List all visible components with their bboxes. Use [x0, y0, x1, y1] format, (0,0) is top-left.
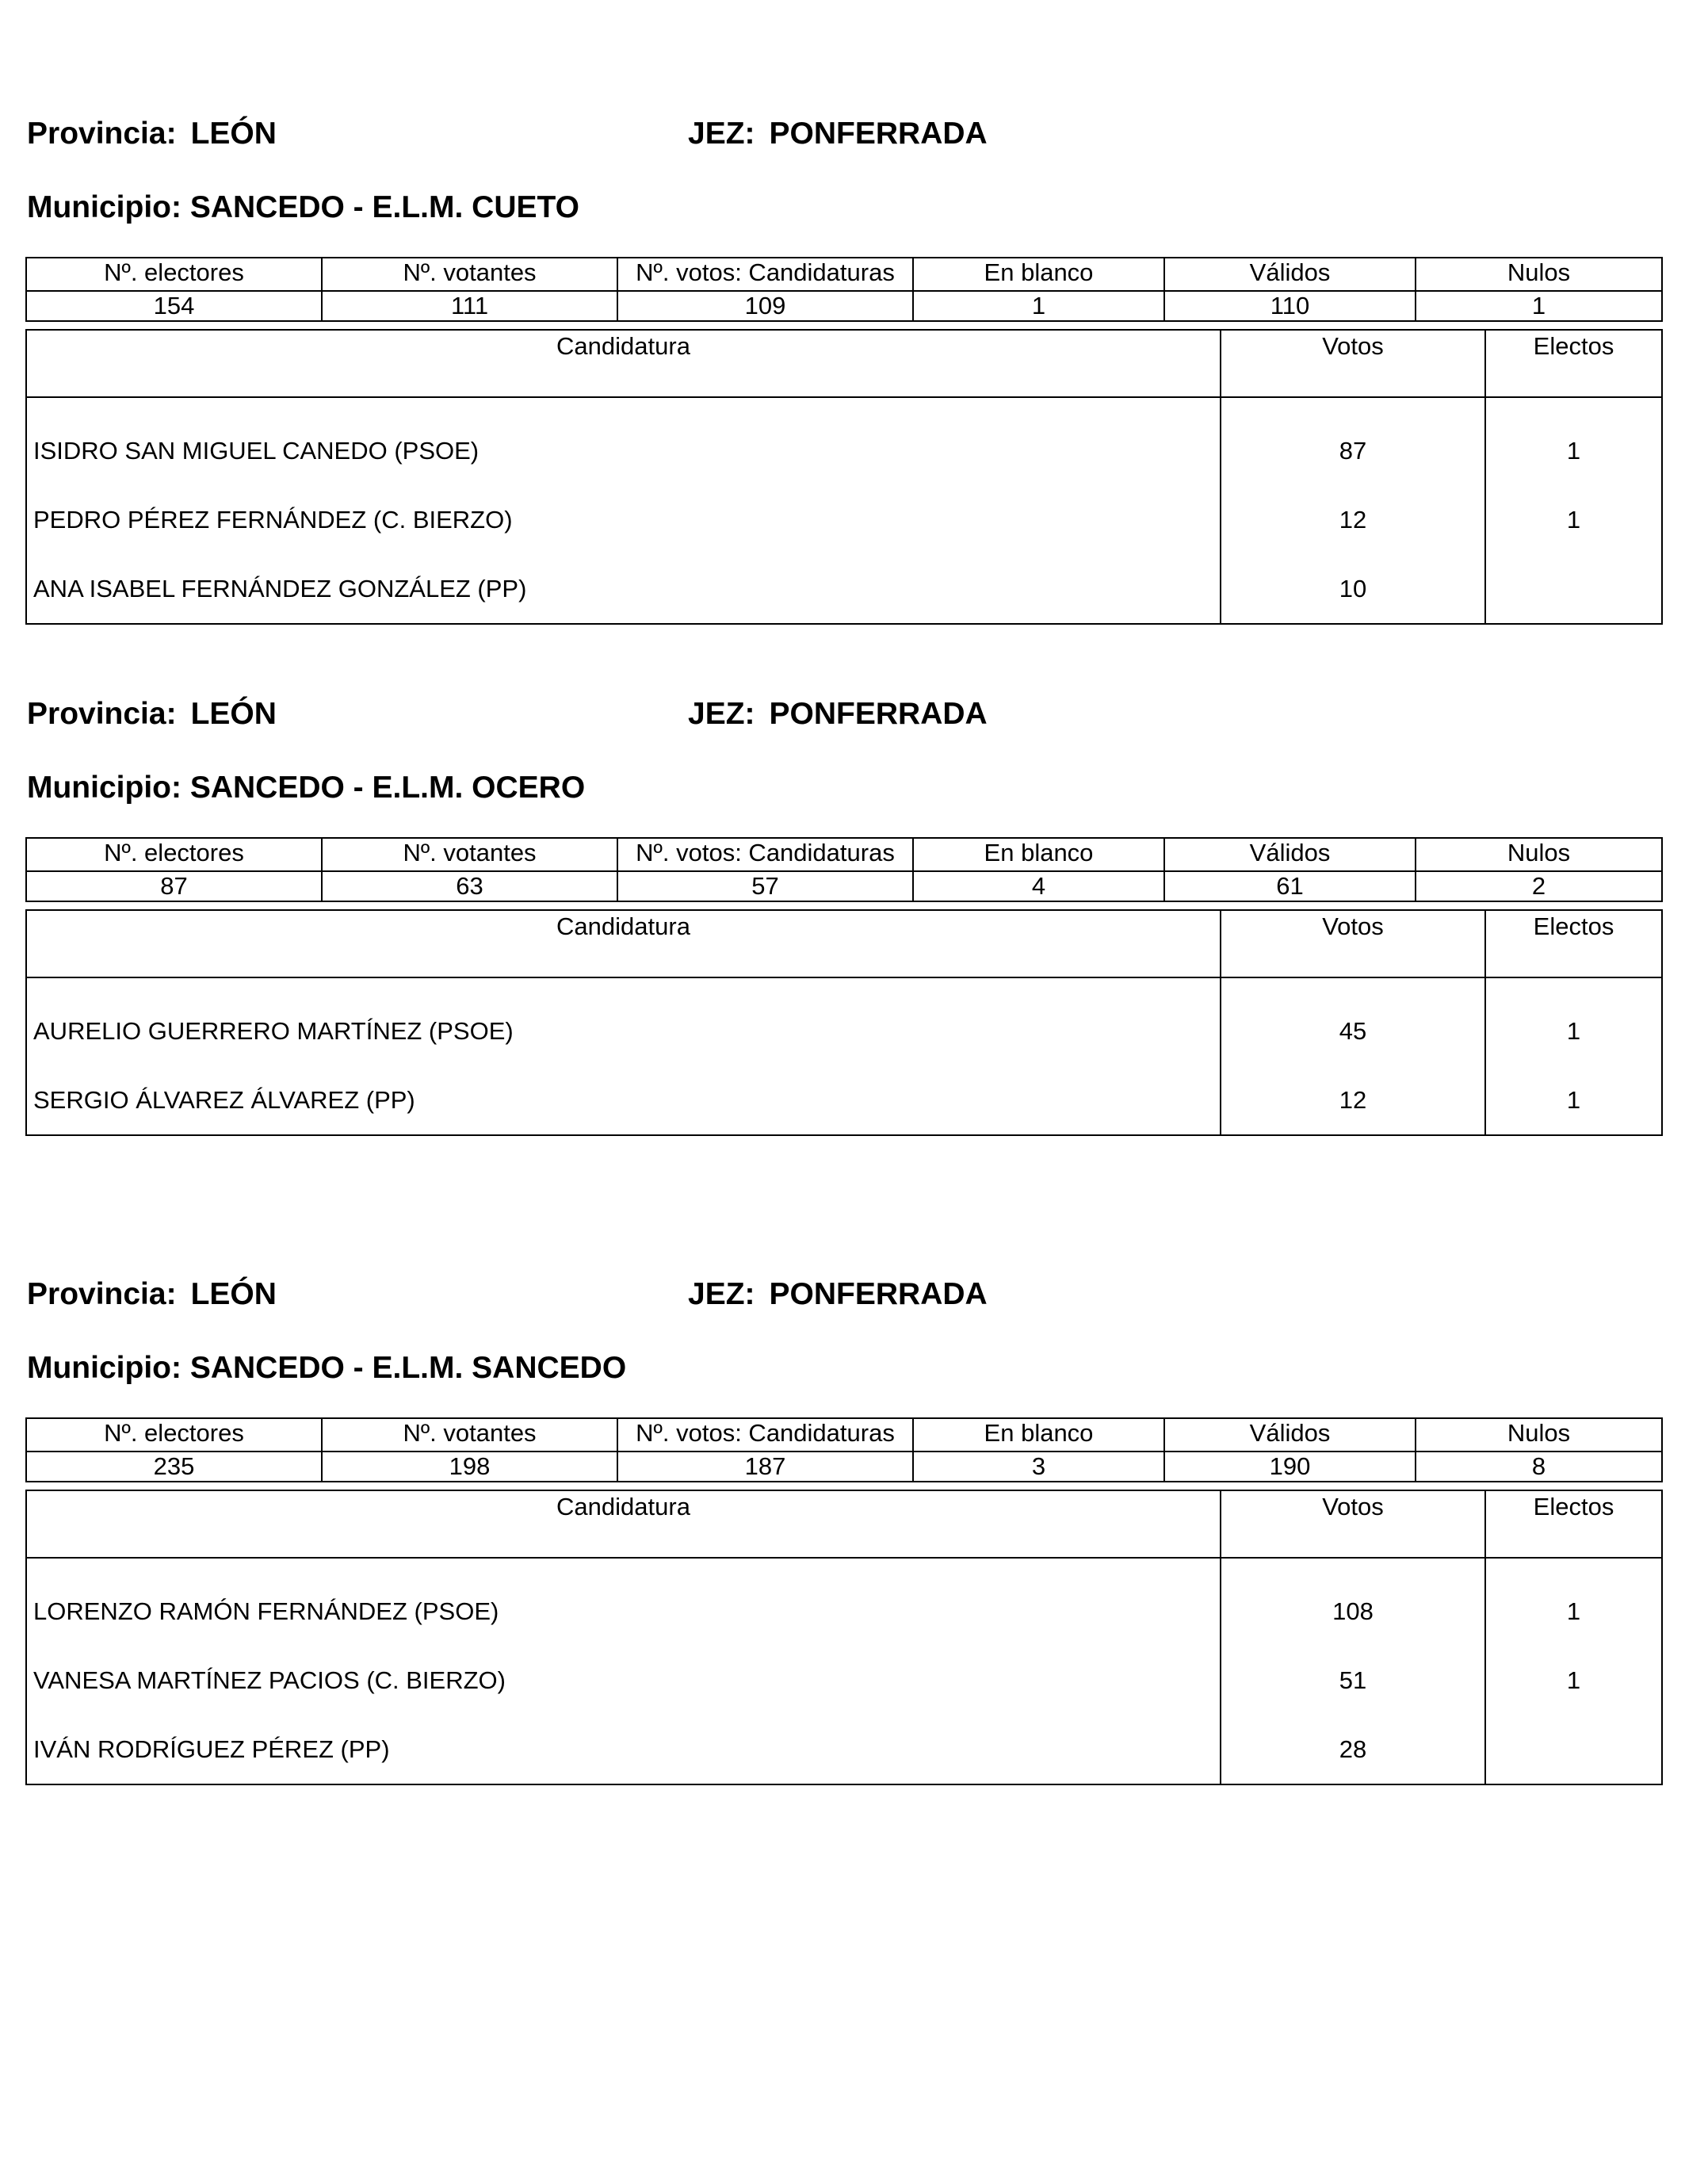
- candidate-electos: [1485, 1715, 1662, 1784]
- summary-table: [25, 1417, 1663, 1482]
- provincia-label: Provincia:: [27, 117, 177, 151]
- candidate-votos: 28: [1221, 1715, 1485, 1784]
- jez-value: PONFERRADA: [769, 1277, 988, 1311]
- candidate-row: [26, 397, 1662, 485]
- candidate-name: LORENZO RAMÓN FERNÁNDEZ (PSOE): [26, 1558, 1221, 1646]
- summary-header: Válidos: [1164, 838, 1416, 867]
- candidate-name: SERGIO ÁLVAREZ ÁLVAREZ (PP): [26, 1065, 1221, 1135]
- section-sancedo: [25, 1277, 1661, 1763]
- summary-values-row: [26, 291, 1662, 321]
- header-line: [25, 697, 1661, 744]
- candidate-row: [26, 1646, 1662, 1715]
- header-votos: Votos: [1221, 330, 1485, 397]
- summary-header: Nº. votos: Candidaturas: [617, 258, 913, 287]
- municipio-label: Municipio:: [27, 1351, 181, 1385]
- summary-header: Nº. votantes: [322, 838, 617, 867]
- candidate-electos: [1485, 554, 1662, 624]
- summary-header: Nº. electores: [26, 1418, 322, 1448]
- summary-value: 1: [913, 291, 1164, 321]
- header-candidatura: Candidatura: [26, 330, 1221, 397]
- header-votos: Votos: [1221, 910, 1485, 977]
- header-line: [25, 117, 1661, 164]
- candidates-table: [25, 1490, 1663, 1785]
- summary-value: 190: [1164, 1452, 1416, 1482]
- candidates-header-row: [26, 1490, 1662, 1558]
- provincia: [27, 697, 277, 732]
- candidates-header-row: [26, 910, 1662, 977]
- candidate-name: ANA ISABEL FERNÁNDEZ GONZÁLEZ (PP): [26, 554, 1221, 624]
- candidate-votos: 10: [1221, 554, 1485, 624]
- municipio-value: SANCEDO - E.L.M. CUETO: [189, 190, 579, 224]
- summary-header: En blanco: [913, 838, 1164, 867]
- summary-header: Nº. electores: [26, 838, 322, 867]
- summary-header: Nº. votos: Candidaturas: [617, 838, 913, 867]
- provincia: [27, 1277, 277, 1312]
- municipio-value: SANCEDO - E.L.M. OCERO: [189, 771, 586, 805]
- summary-value: 187: [617, 1452, 913, 1482]
- summary-header: Nulos: [1416, 838, 1662, 867]
- section-cueto: [25, 117, 1661, 602]
- candidate-votos: 45: [1221, 977, 1485, 1065]
- summary-header: Nº. electores: [26, 258, 322, 287]
- summary-header: Válidos: [1164, 1418, 1416, 1448]
- summary-values-row: [26, 1452, 1662, 1482]
- candidate-electos: 1: [1566, 505, 1581, 534]
- summary-header: Nº. votantes: [322, 258, 617, 287]
- summary-header: En blanco: [913, 258, 1164, 287]
- summary-value: 111: [322, 291, 617, 321]
- provincia-value: LEÓN: [190, 117, 277, 151]
- summary-header: Nulos: [1416, 1418, 1662, 1448]
- summary-header: Nº. votantes: [322, 1418, 617, 1448]
- municipio-value: SANCEDO - E.L.M. SANCEDO: [189, 1351, 627, 1385]
- candidate-row: [26, 554, 1662, 624]
- candidate-votos: 12: [1221, 485, 1485, 554]
- candidate-row: [26, 1715, 1662, 1784]
- summary-value: 198: [322, 1452, 617, 1482]
- summary-header: En blanco: [913, 1418, 1164, 1448]
- header-electos: Electos: [1485, 910, 1662, 977]
- candidate-name: IVÁN RODRÍGUEZ PÉREZ (PP): [26, 1715, 1221, 1784]
- candidate-electos: 1: [1566, 1666, 1581, 1694]
- summary-value: 2: [1416, 871, 1662, 901]
- summary-table: [25, 257, 1663, 322]
- summary-value: 8: [1416, 1452, 1662, 1482]
- candidates-table: [25, 329, 1663, 625]
- header-electos: Electos: [1485, 330, 1662, 397]
- summary-value: 1: [1416, 291, 1662, 321]
- summary-values-row: [26, 871, 1662, 901]
- candidate-electos: 1: [1566, 1597, 1581, 1625]
- summary-header: Válidos: [1164, 258, 1416, 287]
- provincia-value: LEÓN: [190, 697, 277, 731]
- summary-header: Nulos: [1416, 258, 1662, 287]
- candidate-name: PEDRO PÉREZ FERNÁNDEZ (C. BIERZO): [26, 485, 1221, 554]
- header-votos: Votos: [1221, 1490, 1485, 1558]
- candidate-name: AURELIO GUERRERO MARTÍNEZ (PSOE): [26, 977, 1221, 1065]
- summary-table: [25, 837, 1663, 902]
- summary-header-row: [26, 1418, 1662, 1448]
- summary-value: 4: [913, 871, 1164, 901]
- provincia-label: Provincia:: [27, 697, 177, 731]
- header-line: [25, 1277, 1661, 1325]
- header-candidatura: Candidatura: [26, 910, 1221, 977]
- summary-value: 57: [617, 871, 913, 901]
- provincia-label: Provincia:: [27, 1277, 177, 1311]
- candidate-votos: 87: [1221, 397, 1485, 485]
- jez-value: PONFERRADA: [769, 117, 988, 151]
- candidates-table: [25, 909, 1663, 1136]
- jez-label: JEZ:: [688, 697, 755, 731]
- candidates-header-row: [26, 330, 1662, 397]
- candidate-electos: 1: [1566, 1016, 1581, 1045]
- summary-value: 61: [1164, 871, 1416, 901]
- summary-value: 87: [26, 871, 322, 901]
- summary-header: Nº. votos: Candidaturas: [617, 1418, 913, 1448]
- summary-value: 3: [913, 1452, 1164, 1482]
- candidate-row: [26, 977, 1662, 1065]
- candidate-votos: 12: [1221, 1065, 1485, 1135]
- provincia-value: LEÓN: [190, 1277, 277, 1311]
- header-candidatura: Candidatura: [26, 1490, 1221, 1558]
- header-electos: Electos: [1485, 1490, 1662, 1558]
- summary-value: 110: [1164, 291, 1416, 321]
- summary-value: 109: [617, 291, 913, 321]
- jez-value: PONFERRADA: [769, 697, 988, 731]
- jez: [688, 117, 988, 151]
- summary-header-row: [26, 258, 1662, 287]
- candidate-votos: 51: [1221, 1646, 1485, 1715]
- candidate-name: VANESA MARTÍNEZ PACIOS (C. BIERZO): [26, 1646, 1221, 1715]
- candidate-electos: 1: [1566, 1085, 1581, 1114]
- municipio: [27, 1351, 626, 1386]
- candidate-electos: 1: [1566, 436, 1581, 465]
- candidate-name: ISIDRO SAN MIGUEL CANEDO (PSOE): [26, 397, 1221, 485]
- summary-value: 235: [26, 1452, 322, 1482]
- summary-header-row: [26, 838, 1662, 867]
- jez: [688, 1277, 988, 1312]
- summary-value: 154: [26, 291, 322, 321]
- jez: [688, 697, 988, 732]
- section-ocero: [25, 697, 1661, 1114]
- municipio: [27, 771, 585, 805]
- candidate-votos: 108: [1221, 1558, 1485, 1646]
- candidate-row: [26, 485, 1662, 554]
- candidate-row: [26, 1558, 1662, 1646]
- candidate-row: [26, 1065, 1662, 1135]
- provincia: [27, 117, 277, 151]
- jez-label: JEZ:: [688, 117, 755, 151]
- municipio-label: Municipio:: [27, 771, 181, 805]
- jez-label: JEZ:: [688, 1277, 755, 1311]
- municipio: [27, 190, 579, 225]
- municipio-label: Municipio:: [27, 190, 181, 224]
- summary-value: 63: [322, 871, 617, 901]
